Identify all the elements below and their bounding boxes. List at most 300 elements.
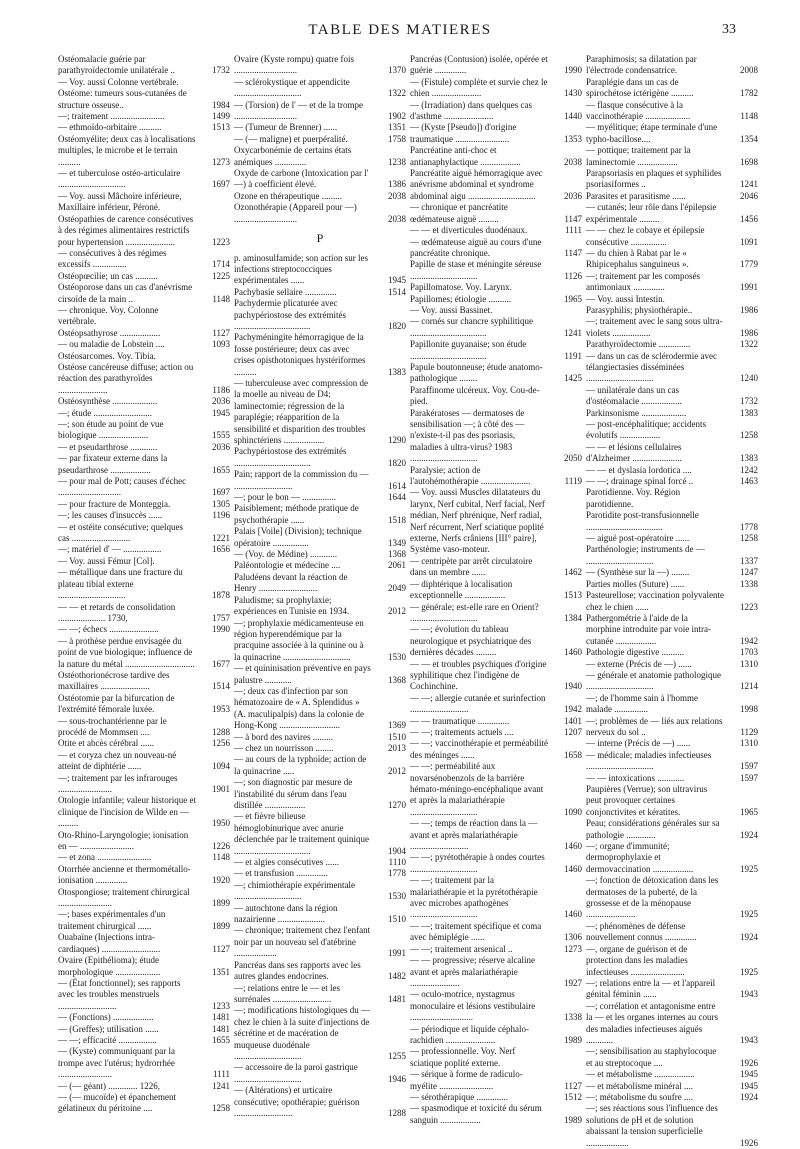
index-entry bbox=[410, 1103, 582, 1126]
index-entry-page: 2036 bbox=[564, 190, 582, 201]
index-entry-page: 1337 bbox=[740, 555, 758, 566]
index-entry-page: 1655 bbox=[212, 1034, 230, 1045]
index-entry bbox=[410, 237, 582, 260]
index-entry-text: —; organe d'immunité; dermoprophylaxie et dermovaccination .................. bbox=[586, 841, 694, 874]
index-entry-page: 1338 bbox=[740, 578, 758, 589]
running-head bbox=[0, 22, 800, 42]
index-entry-text: Ovaire (Epithélioma); étude morphologique .................... bbox=[58, 955, 161, 977]
index-entry-text: — —; traitement arsenical .. bbox=[410, 943, 513, 954]
index-entry-text: —; modifications histologiques du — chez le chien à la suite d'injections de sécrétine et de macération de muqueuse duodénale .............................. bbox=[234, 1005, 370, 1061]
index-entry-text: Ozonothérapie (Appareil pour —) ............................ bbox=[234, 202, 357, 224]
index-entry-text: — (— mucoïde) et épanchement gélatineux du péritoine .... bbox=[58, 1091, 176, 1114]
index-entry-text: — post-encéphalitique; accidents évolutifs .................. bbox=[586, 419, 706, 441]
index-entry-page: 1191 bbox=[564, 350, 582, 361]
index-entry bbox=[586, 567, 758, 578]
index-entry-text: Parotidienne. Voy. Région parotidienne. bbox=[586, 487, 681, 509]
index-entry-text: —; traitement avec le sang sous ultra-violets ................. bbox=[586, 316, 723, 338]
index-entry-page: 2012 bbox=[388, 606, 406, 617]
index-entry bbox=[410, 259, 582, 282]
index-entry-text: — —; pyrétothérapie à ondes courtes .............................. bbox=[410, 852, 545, 874]
index-entry-text: —; phénomènes de défense nouvellement connus .............. bbox=[586, 920, 697, 943]
index-entry bbox=[586, 339, 758, 350]
index-entry-text: — accessoire de la paroi gastrique .............................. bbox=[234, 1062, 358, 1084]
index-entry bbox=[410, 921, 582, 944]
index-entry-page: 1241 bbox=[564, 327, 582, 338]
index-entry bbox=[234, 469, 406, 492]
index-entry-page: 1945 bbox=[212, 407, 230, 418]
index-entry-text: — et ostéite consécutive; quelques cas .......................... bbox=[58, 521, 183, 544]
index-entry-page: 1820 bbox=[388, 457, 406, 468]
index-entry-page: 1401 bbox=[564, 715, 582, 726]
index-entry bbox=[586, 944, 758, 978]
index-entry bbox=[234, 134, 406, 145]
index-entry-page: 1255 bbox=[388, 1050, 406, 1061]
index-entry bbox=[58, 955, 230, 978]
index-entry-page: 1644 bbox=[388, 492, 406, 503]
index-entry-text: —; chimiothérapie expérimentale .............................. bbox=[234, 879, 355, 902]
index-entry bbox=[586, 145, 758, 168]
index-entry bbox=[234, 145, 406, 168]
index-entry-text: Paludéens devant la réaction de Henry .......................... bbox=[234, 571, 348, 594]
index-entry bbox=[234, 191, 406, 202]
index-entry-page: 1119 bbox=[564, 476, 582, 487]
index-entry-page: 1440 bbox=[564, 111, 582, 122]
index-entry bbox=[586, 294, 758, 305]
index-entry-text: — métallique dans une fracture du plateau tibial externe .............................. bbox=[58, 567, 183, 601]
index-entry-text: Ostéopsathyrose .................. bbox=[58, 327, 161, 338]
index-entry-text: Parapsoriasis en plaques et syphilides psoriasiformes .. bbox=[586, 168, 722, 190]
index-entry-page: 1926 bbox=[740, 1057, 758, 1068]
index-entry bbox=[410, 579, 582, 602]
index-entry bbox=[410, 1046, 582, 1069]
index-entry-text: — pour fracture de Monteggia. bbox=[58, 498, 171, 509]
index-entry-page: 1288 bbox=[388, 1107, 406, 1118]
index-entry-page: 1383 bbox=[388, 366, 406, 377]
index-entry-page: 1940 bbox=[564, 681, 582, 692]
index-entry-text: p. aminosulfamide; son action sur les infections streptococciques expérimentales ...... bbox=[234, 252, 368, 286]
index-entry-page: 1147 bbox=[564, 213, 582, 224]
index-entry-text: Paraplégie dans un cas de spirochétose ictérigène .......... bbox=[586, 76, 694, 99]
index-entry-text: — sérothérapique .............. bbox=[410, 1091, 508, 1102]
index-entry-page: 1288 bbox=[212, 726, 230, 737]
index-entry-page: 1530 bbox=[388, 891, 406, 902]
index-entry bbox=[58, 1024, 230, 1035]
index-entry-page: 1148 bbox=[212, 293, 230, 304]
index-entry-text: —; relations entre le — et les surrénales .......................... bbox=[234, 982, 340, 1004]
index-entry-text: — — et dyslasia lordotica .... bbox=[586, 464, 692, 475]
index-entry-page: 1368 bbox=[388, 674, 406, 685]
index-entry-page: 1463 bbox=[740, 476, 758, 487]
index-column-4 bbox=[586, 54, 758, 1148]
index-entry-page: 1368 bbox=[388, 549, 406, 560]
index-entry-page: 1965 bbox=[564, 293, 582, 304]
index-entry bbox=[58, 636, 230, 670]
index-entry-text: — (Tumeur de Brenner) ...... bbox=[234, 122, 338, 133]
index-entry bbox=[58, 670, 230, 693]
index-entry-text: Papillomes; étiologie .......... bbox=[410, 293, 511, 304]
index-entry bbox=[234, 811, 406, 857]
index-entry-text: Papule boutonneuse; étude anatomo-pathologique ........ bbox=[410, 361, 543, 384]
index-entry-text: — — et retards de consolidation ..................... 1730, bbox=[58, 601, 176, 623]
index-entry-page: 1510 bbox=[388, 731, 406, 742]
index-entry bbox=[586, 54, 758, 77]
index-entry bbox=[58, 693, 230, 716]
index-entry-text: — Voy. aussi Mâchoire inférieure, Maxillaire inférieur, Péroné. bbox=[58, 190, 182, 213]
index-entry bbox=[58, 396, 230, 407]
index-entry bbox=[234, 446, 406, 469]
index-entry bbox=[586, 476, 758, 487]
index-entry bbox=[586, 875, 758, 921]
index-entry-page: 1597 bbox=[740, 772, 758, 783]
index-entry-text: Parasites et parasitisme ...... bbox=[586, 190, 686, 201]
index-entry-page: 1094 bbox=[212, 761, 230, 772]
index-entry-text: — —; temps de réaction dans la — avant et après malariathérapie .......................... bbox=[410, 818, 538, 852]
index-entry bbox=[410, 1069, 582, 1092]
index-entry-page: 1998 bbox=[740, 704, 758, 715]
index-entry-text: Pancréatite aiguë hémorragique avec anévrisme abdominal et syndrome abdominal aigu .............................. bbox=[410, 168, 543, 201]
index-entry-text: — chronique; traitement chez l'enfant noir par un nouveau sel d'atébrine ................... bbox=[234, 925, 371, 959]
index-entry-text: — du chien à Rabat par le « Rhipicephalus sanguineus ». bbox=[586, 247, 689, 270]
index-entry bbox=[58, 282, 230, 305]
index-entry-page: 1986 bbox=[740, 304, 758, 315]
index-entry-page: 1456 bbox=[740, 213, 758, 224]
index-entry-text: Pachydermie plicaturée avec pachypériostose des extrémités .................................. bbox=[234, 298, 346, 331]
index-entry-text: Ouabaïne (Injections intra-cardiaques) .......................... bbox=[58, 932, 161, 954]
index-entry-page: 1732 bbox=[740, 396, 758, 407]
index-entry-text: Parakératoses — dermatoses de sensibilisation —; à côté des — n'existe-t-il pas des psoriasis, maladies à ultra-virus? 1983 .............................. bbox=[410, 407, 525, 464]
index-entry bbox=[58, 442, 230, 453]
index-entry-page: 1926 bbox=[740, 1137, 758, 1148]
index-entry-page: 2049 bbox=[388, 583, 406, 594]
index-entry-text: Parkinsonisme .................... bbox=[586, 407, 687, 418]
index-entry bbox=[58, 453, 230, 476]
index-entry bbox=[586, 122, 758, 145]
index-entry-page: 1899 bbox=[212, 920, 230, 931]
index-entry-text: — professionnelle. Voy. Nerf sciatique poplité externe. bbox=[410, 1046, 516, 1068]
index-entry-page: 1386 bbox=[388, 179, 406, 190]
index-entry bbox=[234, 572, 406, 595]
index-entry-page: 1110 bbox=[388, 857, 406, 868]
index-entry-text: — (Synthèse sur la —) ........ bbox=[586, 567, 690, 578]
index-entry-page: 1530 bbox=[388, 651, 406, 662]
index-entry bbox=[410, 556, 582, 579]
index-entry-page: 2061 bbox=[388, 560, 406, 571]
index-entry-page: 1147 bbox=[564, 247, 582, 258]
index-entry bbox=[234, 168, 406, 191]
index-entry bbox=[58, 499, 230, 510]
index-entry-text: — — progressive; réserve alcaline avant et après malariathérapie ...................... bbox=[410, 955, 535, 988]
index-entry-text: —; traitement ........................ bbox=[58, 111, 165, 122]
index-entry-text: Ostéomyélite; deux cas à localisations multiples, le microbe et le terrain .......... bbox=[58, 133, 196, 167]
index-entry-page: 1126 bbox=[564, 270, 582, 281]
index-entry-text: Pachypériostose des extrémités .................................. bbox=[234, 446, 347, 468]
index-entry-text: — périodique et liquide céphalo-rachidien ...................... bbox=[410, 1023, 529, 1045]
index-entry bbox=[586, 750, 758, 773]
index-entry bbox=[58, 567, 230, 601]
index-entry-text: — cutanés; leur rôle dans l'épilepsie expérimentale ......... bbox=[586, 202, 717, 224]
index-entry-text: — chez un nourrisson ........ bbox=[234, 742, 334, 753]
index-entry-text: — autochtone dans la région nazairienne ..................... bbox=[234, 902, 338, 925]
index-entry-page: 1310 bbox=[740, 658, 758, 669]
index-entry-text: — (Greffes); utilisation ...... bbox=[58, 1023, 159, 1034]
index-entry-text: — —; échecs ...................... bbox=[58, 624, 159, 635]
index-entry-text: — et pseudarthrose ............ bbox=[58, 441, 158, 452]
index-entry-page: 1943 bbox=[740, 1034, 758, 1045]
index-entry-text: — chronique et pancréatite œdémateuse aiguë ......... bbox=[410, 202, 508, 224]
index-entry-page: 1990 bbox=[564, 65, 582, 76]
index-entry-page: 1950 bbox=[212, 818, 230, 829]
index-entry-text: —; métabolisme du soufre .... bbox=[586, 1091, 693, 1102]
index-entry-page: 1460 bbox=[564, 841, 582, 852]
index-entry-text: Ostéotomie par la bifurcation de l'extrémité fémorale luxée. bbox=[58, 692, 175, 715]
index-entry-text: Paralysie; action de l'autohémothérapie ...................... bbox=[410, 464, 531, 487]
index-entry-text: — Voy. aussi Bassinet. bbox=[410, 304, 493, 315]
index-entry bbox=[586, 487, 758, 510]
index-entry-page: 2012 bbox=[388, 765, 406, 776]
index-entry-text: Papille de stase et méningite séreuse .............................. bbox=[410, 259, 542, 281]
index-entry-page: 1697 bbox=[212, 487, 230, 498]
index-entry-text: Papillomatose. Voy. Larynx. bbox=[410, 282, 512, 293]
index-entry-text: Pain; rapport de la commission du — .......................... bbox=[234, 469, 369, 491]
index-entry-text: — (Torsion) de l' — et de la trompe ............................ bbox=[234, 99, 363, 122]
index-entry-text: — œdémateuse aiguë au cours d'une pancréatite chronique. bbox=[410, 236, 542, 258]
index-entry-text: — externe (Précis de —) ...... bbox=[586, 658, 692, 669]
index-entry-text: Otospongiose; traitement chirurgical ........................ bbox=[58, 886, 190, 909]
index-entry-text: Ostéothorionécrose tardive des maxillaires ...................... bbox=[58, 669, 170, 692]
index-entry-page: 1920 bbox=[212, 875, 230, 886]
index-entry bbox=[234, 983, 406, 1006]
index-entry-page: 1258 bbox=[740, 430, 758, 441]
index-entry bbox=[410, 875, 582, 921]
index-entry-text: — (Fonctions) .................. bbox=[58, 1012, 154, 1023]
index-entry-text: —; traitement par les infrarouges ........................ bbox=[58, 772, 178, 794]
index-entry-page: 1462 bbox=[564, 567, 582, 578]
index-entry-text: — Voy. aussi Colonne vertébrale. bbox=[58, 76, 179, 87]
index-entry-page: 1927 bbox=[564, 977, 582, 988]
index-entry-page: 1111 bbox=[565, 225, 582, 236]
index-entry bbox=[234, 122, 406, 133]
index-entry-text: Pachybasie sellaire .............. bbox=[234, 286, 337, 297]
page-title: TABLE DES MATIERES bbox=[308, 22, 492, 38]
index-entry bbox=[410, 202, 582, 225]
index-entry-text: Paraphimosis; sa dilatation par l'électrode condensatrice. bbox=[586, 54, 697, 76]
index-entry bbox=[586, 533, 758, 544]
index-entry-page: 1942 bbox=[564, 704, 582, 715]
index-entry-text: — (État fonctionnel); ses rapports avec les troubles menstruels .......................... bbox=[58, 977, 181, 1011]
index-entry-page: 1514 bbox=[388, 286, 406, 297]
index-entry-page: 1924 bbox=[740, 1091, 758, 1102]
index-entry-text: —; pour le bon — ............... bbox=[234, 492, 336, 503]
index-entry bbox=[586, 544, 758, 567]
index-entry-text: Ozone en thérapeutique ......... bbox=[234, 190, 342, 201]
index-entry-page: 1460 bbox=[564, 647, 582, 658]
index-entry-page: 1778 bbox=[388, 868, 406, 879]
index-entry-text: Ostéomalacie guérie par parathyroïdectomie unilatérale .. bbox=[58, 54, 175, 76]
index-entry bbox=[234, 492, 406, 503]
index-entry bbox=[234, 743, 406, 754]
index-entry-page: 1270 bbox=[388, 800, 406, 810]
index-entry bbox=[410, 716, 582, 727]
index-entry-text: — sous-trochantérienne par le procédé de Mommsen .... bbox=[58, 715, 167, 737]
index-entry-text: — — et diverticules duodénaux. bbox=[410, 225, 528, 236]
index-entry-text: Otite et abcès cérébral ...... bbox=[58, 738, 154, 749]
index-entry bbox=[58, 271, 230, 282]
index-entry-text: — (— géant) ............. 1226, bbox=[58, 1080, 160, 1091]
index-entry-text: —; son diagnostic par mesure de l'instabilité du sérum dans l'eau distillée .................. bbox=[234, 777, 353, 810]
index-entry bbox=[234, 378, 406, 446]
index-entry bbox=[586, 1001, 758, 1047]
index-entry bbox=[58, 1035, 230, 1046]
index-entry bbox=[234, 1062, 406, 1085]
index-entry-page: 1093 bbox=[212, 339, 230, 350]
index-entry bbox=[586, 408, 758, 419]
index-entry-text: — — et troubles psychiques d'origine syphilitique chez l'indigène de Cochinchine. bbox=[410, 658, 547, 692]
index-entry-page: 1714 bbox=[212, 259, 230, 270]
index-entry bbox=[58, 362, 230, 396]
index-entry-text: Ostéoporose dans un cas d'anévrisme cirsoïde de la main .. bbox=[58, 282, 193, 304]
index-entry-text: — spasmodique et toxicité du sérum sanguin .................. bbox=[410, 1103, 542, 1125]
index-entry bbox=[586, 442, 758, 465]
index-entry-text: —; bases expérimentales d'un traitement chirurgical ...... bbox=[58, 909, 166, 931]
index-entry bbox=[58, 134, 230, 168]
index-entry-page: 1758 bbox=[388, 133, 406, 144]
index-entry bbox=[410, 54, 582, 77]
index-entry bbox=[410, 727, 582, 738]
index-entry-text: — et métabolisme minéral .... bbox=[586, 1080, 693, 1091]
index-entry bbox=[410, 818, 582, 852]
index-entry bbox=[234, 526, 406, 549]
index-entry bbox=[586, 351, 758, 385]
index-entry bbox=[586, 590, 758, 613]
index-entry bbox=[58, 1012, 230, 1023]
index-entry-page: 1425 bbox=[564, 373, 582, 384]
index-entry-page: 1273 bbox=[564, 943, 582, 954]
index-entry bbox=[234, 777, 406, 811]
index-entry-page: 2038 bbox=[388, 190, 406, 201]
index-entry-page: 1233 bbox=[212, 1000, 230, 1011]
index-entry-page: 1091 bbox=[740, 236, 758, 247]
index-entry bbox=[234, 732, 406, 743]
index-entry-page: 1148 bbox=[740, 111, 758, 122]
index-entry-page: 1273 bbox=[212, 156, 230, 167]
index-entry-text: —; relations entre la — et l'appareil génital féminin ...... bbox=[586, 977, 716, 1000]
index-entry bbox=[234, 287, 406, 298]
index-entry-text: — pottique; traitement par la laminectomie .................. bbox=[586, 145, 691, 167]
index-entry-page: 1256 bbox=[212, 738, 230, 749]
index-entry bbox=[234, 253, 406, 287]
index-entry-page: 1430 bbox=[564, 88, 582, 99]
index-entry-text: — cornés sur chancre syphilitique .................................. bbox=[410, 316, 533, 338]
index-entry-text: — à prothèse perdue envisagée du point de vue biologique; influence de la nature du métal ............................... bbox=[58, 635, 195, 669]
index-entry-page: 1946 bbox=[388, 1073, 406, 1084]
index-entry-text: — centripète par arrêt circulatoire dans un membre ...... bbox=[410, 555, 533, 578]
index-entry-text: — (— maligne) et puerpéralité. bbox=[234, 133, 348, 144]
index-entry bbox=[58, 978, 230, 1012]
index-entry bbox=[58, 1092, 230, 1115]
index-entry bbox=[58, 1046, 230, 1080]
index-entry-text: — (Fistule) complète et survie chez le chien ...................... bbox=[410, 76, 548, 99]
index-entry bbox=[586, 773, 758, 784]
index-entry bbox=[58, 544, 230, 555]
index-entry-text: Otorrhée ancienne et thermométallo-ionisation .............. bbox=[58, 863, 191, 886]
index-entry bbox=[234, 663, 406, 686]
index-entry-page: 1338 bbox=[564, 1012, 582, 1023]
index-entry-text: Pachyméningite hémorragique de la fosse postérieure; deux cas avec crises opisthotoniques hystériformes .......... bbox=[234, 332, 366, 377]
index-entry-page: 1127 bbox=[564, 1080, 582, 1091]
index-entry bbox=[586, 1069, 758, 1080]
index-entry-text: Parties molles (Suture) ...... bbox=[586, 578, 685, 589]
index-column-2 bbox=[234, 54, 406, 1118]
index-entry bbox=[410, 852, 582, 875]
index-entry bbox=[58, 111, 230, 122]
index-entry-page: 1924 bbox=[740, 829, 758, 840]
index-entry bbox=[586, 613, 758, 647]
index-entry-page: 1904 bbox=[388, 845, 406, 856]
index-entry-text: — au cours de la typhoïde; action de la quinacrine ..... bbox=[234, 754, 367, 776]
index-entry-text: —, organe de guérison et de protection dans les maladies infectieuses ........................ bbox=[586, 943, 688, 977]
index-entry bbox=[410, 659, 582, 693]
index-entry-text: — interne (Précis de —) ...... bbox=[586, 738, 691, 749]
index-entry-page: 2038 bbox=[388, 213, 406, 224]
index-entry bbox=[58, 750, 230, 773]
index-entry bbox=[586, 1103, 758, 1149]
index-entry-page: 1991 bbox=[388, 948, 406, 959]
index-entry-page: 1481 bbox=[212, 1012, 230, 1023]
index-entry bbox=[234, 202, 406, 225]
index-entry-text: —; son étude au point de vue biologique ...................... bbox=[58, 419, 164, 441]
index-entry bbox=[410, 738, 582, 761]
index-entry bbox=[410, 77, 582, 100]
index-entry bbox=[58, 864, 230, 887]
index-column-3 bbox=[410, 54, 582, 1125]
index-entry bbox=[410, 487, 582, 555]
index-entry bbox=[586, 670, 758, 693]
index-entry-page: 1481 bbox=[212, 1023, 230, 1034]
index-entry-text: — —; évolution du tableau neurologique et psychiatrique des dernières décades ......... bbox=[410, 624, 532, 658]
index-entry-text: — dans un cas de sclérodermie avec télangiectasies disséminées .............................. bbox=[586, 350, 717, 384]
index-entry-page: 1945 bbox=[388, 275, 406, 286]
index-entry-text: — chronique. Voy. Colonne vertébrale. bbox=[58, 304, 159, 327]
index-entry bbox=[410, 989, 582, 1023]
index-entry bbox=[234, 754, 406, 777]
index-entry bbox=[410, 305, 582, 316]
index-entry-text: —; matériel d' — ................. bbox=[58, 544, 162, 555]
index-entry-text: — Voy. aussi Fémur [Col]. bbox=[58, 555, 155, 566]
index-entry-text: — (Kyste) communiquant par la trompe avec l'utérus; hydrorrhée ........................ bbox=[58, 1046, 175, 1080]
index-entry bbox=[586, 168, 758, 191]
index-entry-text: — et transfusion .............. bbox=[234, 868, 328, 879]
index-entry-page: 1225 bbox=[212, 270, 230, 281]
index-entry bbox=[586, 248, 758, 271]
index-entry-page: 1353 bbox=[564, 133, 582, 144]
index-entry-page: 1677 bbox=[212, 658, 230, 669]
index-entry-page: 1510 bbox=[388, 914, 406, 925]
index-entry-text: Parthénologie; instruments de — .............................. bbox=[586, 544, 705, 566]
index-entry bbox=[58, 932, 230, 955]
index-entry bbox=[586, 1081, 758, 1092]
index-entry bbox=[410, 955, 582, 989]
index-entry-text: Pathologie digestive .......... bbox=[586, 647, 684, 658]
index-entry-text: — consécutives à des régimes excessifs ............... bbox=[58, 247, 167, 270]
index-entry bbox=[58, 122, 230, 133]
index-entry-text: — — chez le cobaye et épilepsie consécutive ................ bbox=[586, 225, 705, 247]
index-entry-text: — et tuberculose ostéo-articulaire .............................. bbox=[58, 168, 181, 190]
index-entry-text: — —; allergie cutanée et surinfection .......................... bbox=[410, 692, 546, 715]
index-entry bbox=[586, 1092, 758, 1103]
index-entry-text: —; fonction de détoxication dans les dermatoses de la puberté, de la grossesse et de la ménopause ...................... bbox=[586, 875, 719, 920]
index-entry bbox=[586, 271, 758, 294]
index-entry-page: 1991 bbox=[740, 282, 758, 293]
